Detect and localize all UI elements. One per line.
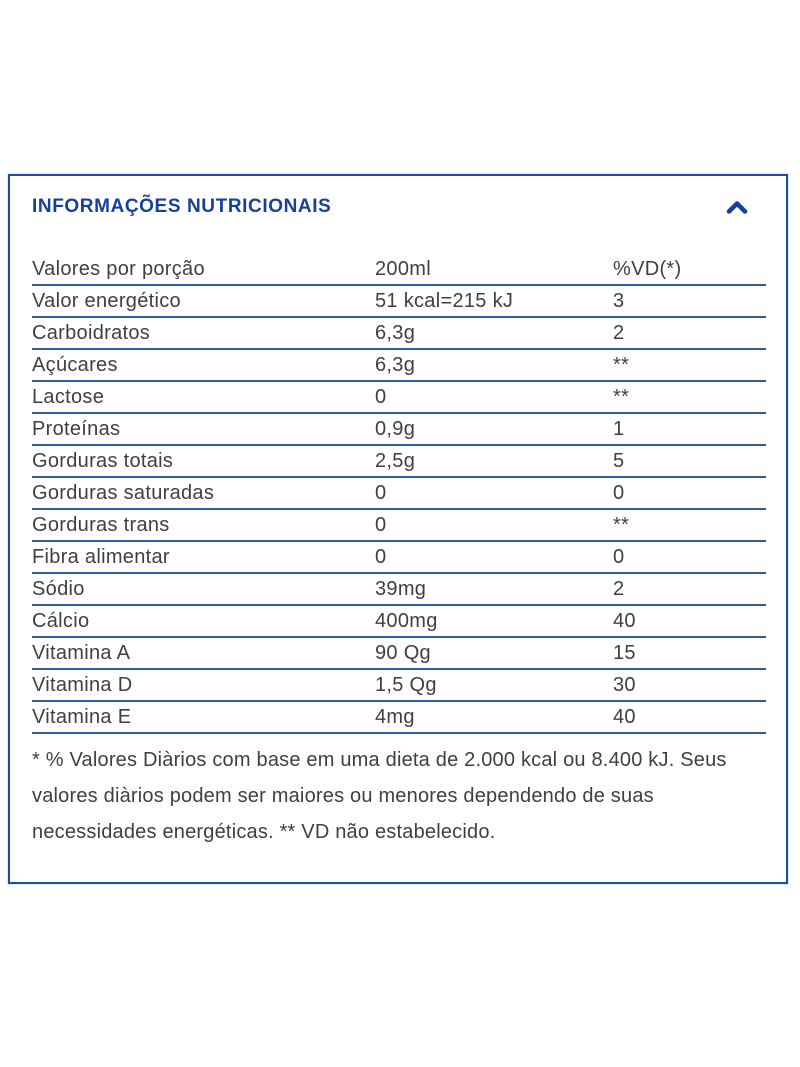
nutrient-label: Lactose (32, 385, 105, 408)
nutrient-label: Gorduras trans (32, 513, 170, 536)
nutrient-value: 90 Qg (375, 641, 431, 664)
nutrient-daily-value: 15 (613, 641, 636, 664)
nutrient-daily-value: 1 (613, 417, 625, 440)
nutrient-value: 0 (375, 545, 387, 568)
nutrient-value: 6,3g (375, 353, 416, 376)
nutrient-label: Valor energético (32, 289, 181, 312)
daily-values-footnote: * % Valores Diàrios com base em uma dieta de 2.000 kcal ou 8.400 kJ. Seus valores diàrios podem ser maiores ou menores dependendo de suas necessidades energéticas. ** VD não estabelecido. (32, 749, 727, 843)
nutrient-value: 6,3g (375, 321, 416, 344)
nutrient-label: Vitamina A (32, 641, 131, 664)
nutrient-label: Gorduras saturadas (32, 481, 215, 504)
table-row (32, 638, 766, 670)
column-header-portion-label: Valores por porção (32, 257, 205, 280)
column-header-daily-value: %VD(*) (613, 257, 682, 280)
nutrient-label: Carboidratos (32, 321, 151, 344)
table-row (32, 478, 766, 510)
nutrient-label: Cálcio (32, 609, 90, 632)
nutrient-value: 51 kcal=215 kJ (375, 289, 514, 312)
nutrient-value: 0 (375, 481, 387, 504)
table-row (32, 510, 766, 542)
nutrient-daily-value: ** (613, 353, 630, 376)
table-row (32, 286, 766, 318)
nutrient-value: 0,9g (375, 417, 416, 440)
nutrient-label: Vitamina E (32, 705, 132, 728)
table-row (32, 574, 766, 606)
table-row (32, 670, 766, 702)
nutrient-daily-value: 0 (613, 545, 625, 568)
column-header-portion-size: 200ml (375, 257, 431, 280)
nutrient-value: 0 (375, 513, 387, 536)
chevron-up-icon[interactable] (726, 200, 748, 215)
nutrition-table-body (32, 286, 766, 734)
nutrient-value: 2,5g (375, 449, 416, 472)
table-row (32, 414, 766, 446)
nutrient-daily-value: ** (613, 513, 630, 536)
nutrient-daily-value: 0 (613, 481, 625, 504)
nutrient-value: 1,5 Qg (375, 673, 437, 696)
table-row (32, 606, 766, 638)
nutrient-daily-value: 2 (613, 577, 625, 600)
nutrient-label: Açúcares (32, 353, 118, 376)
table-header-row (32, 254, 766, 286)
nutrient-value: 39mg (375, 577, 427, 600)
nutrient-label: Vitamina D (32, 673, 133, 696)
table-row (32, 350, 766, 382)
nutrient-label: Sódio (32, 577, 85, 600)
nutrition-info-panel (8, 174, 788, 884)
nutrient-label: Fibra alimentar (32, 545, 170, 568)
panel-title: INFORMAÇÕES NUTRICIONAIS (32, 196, 332, 217)
nutrient-value: 0 (375, 385, 387, 408)
nutrition-table (32, 254, 766, 734)
nutrient-label: Gorduras totais (32, 449, 174, 472)
nutrient-daily-value: 5 (613, 449, 625, 472)
table-row (32, 542, 766, 574)
nutrient-value: 400mg (375, 609, 438, 632)
nutrient-label: Proteínas (32, 417, 121, 440)
table-row (32, 702, 766, 734)
nutrient-daily-value: ** (613, 385, 630, 408)
nutrient-daily-value: 40 (613, 609, 636, 632)
accordion-header[interactable] (10, 176, 786, 218)
nutrient-daily-value: 40 (613, 705, 636, 728)
nutrient-daily-value: 2 (613, 321, 625, 344)
table-row (32, 446, 766, 478)
table-row (32, 318, 766, 350)
nutrient-value: 4mg (375, 705, 415, 728)
nutrient-daily-value: 30 (613, 673, 636, 696)
nutrient-daily-value: 3 (613, 289, 625, 312)
table-row (32, 382, 766, 414)
